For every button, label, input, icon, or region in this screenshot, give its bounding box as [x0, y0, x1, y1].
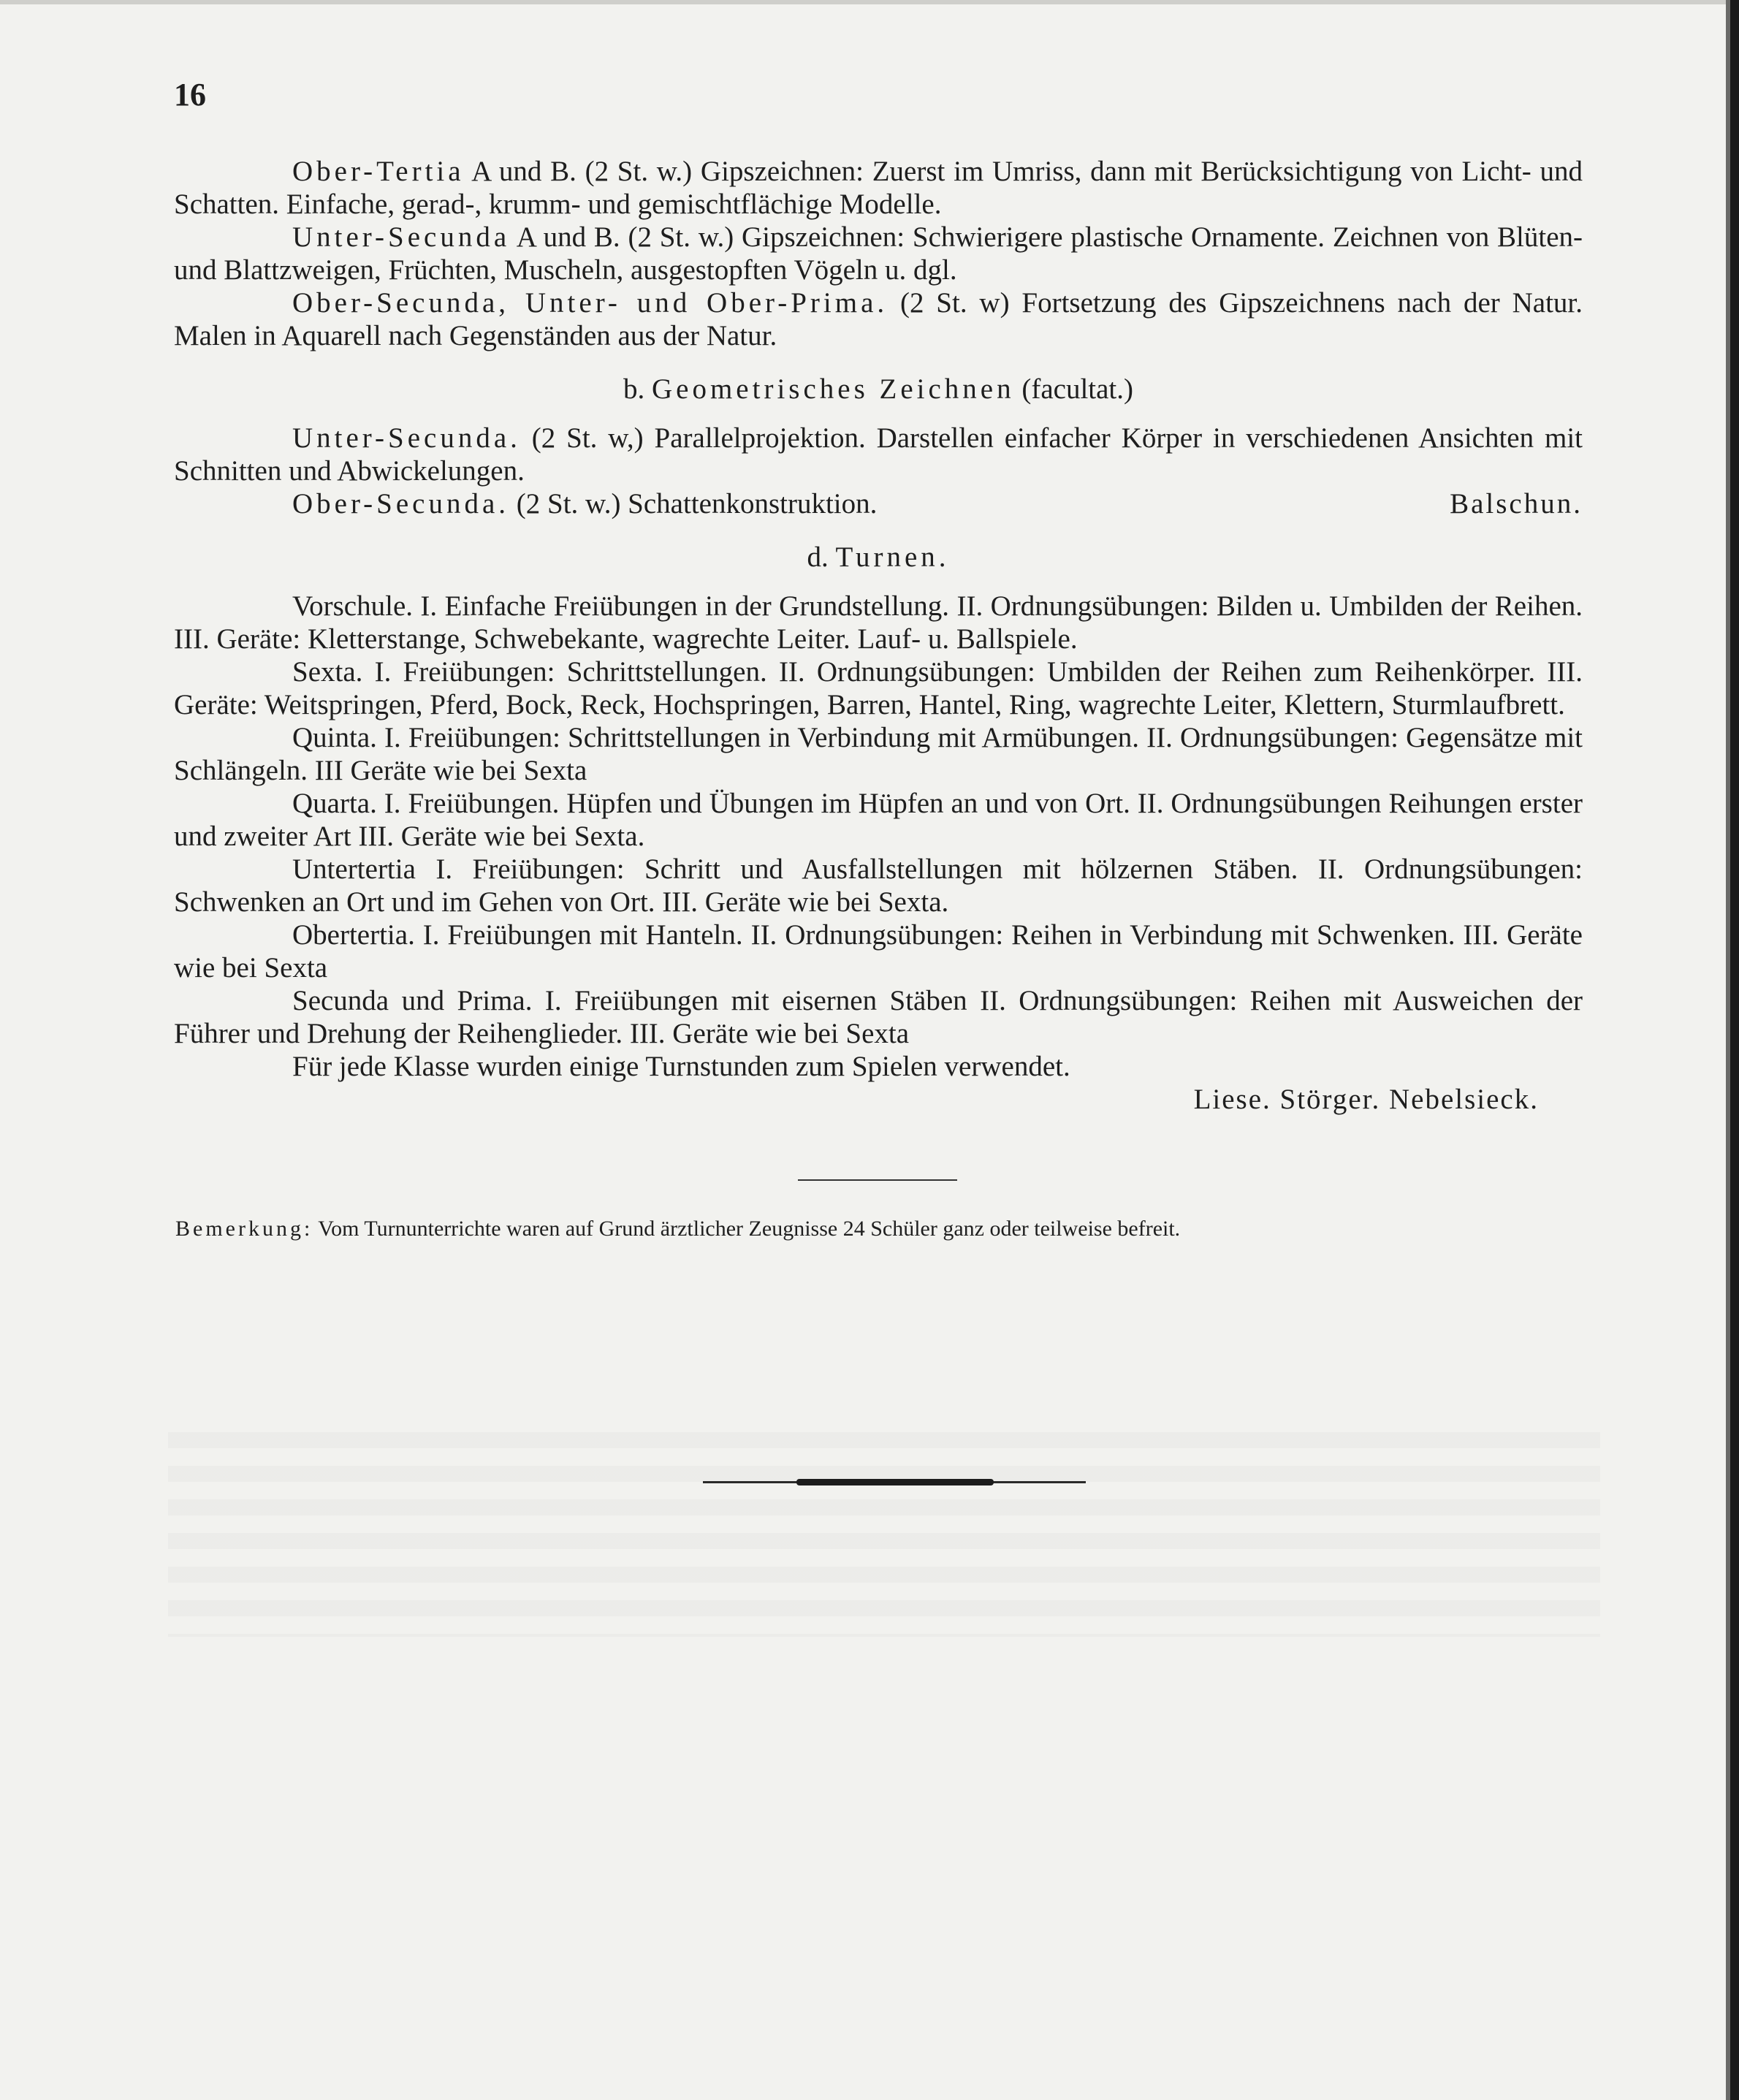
turnen-sexta: Sexta. I. Freiübungen: Schrittstellungen. II. Ordnungsübungen: Umbilden der Reihen zum Reihenkörper. III. Geräte: Weitspringen, Pferd, Bock, Reck, Hochspringen, Barren, Hantel, Ring, wagrechte Leiter, Klettern, Sturmlaufbrett.	[174, 656, 1583, 720]
turnen-quinta: Quinta. I. Freiübungen: Schrittstellungen in Verbindung mit Armübungen. II. Ordnungsübungen: Gegensätze mit Schlängeln. III Geräte wie bei Sexta	[174, 722, 1583, 786]
footnote-label: Bemerkung:	[175, 1217, 313, 1241]
end-rule-thick	[796, 1479, 994, 1485]
geometrisch-unter-secunda: Unter-Secunda. (2 St. w,) Parallelprojektion. Darstellen einfacher Körper in verschiedenen Ansichten mit Schnitten und Abwickelungen.	[174, 422, 1583, 487]
page-number: 16	[174, 77, 206, 113]
main-text	[174, 155, 1583, 1116]
footnote-text: Vom Turnunterrichte waren auf Grund ärztlicher Zeugnisse 24 Schüler ganz oder teilweise befreit.	[313, 1217, 1181, 1241]
geometrisch-ober-secunda: Ober-Secunda. (2 St. w.) Schattenkonstruktion. Balschun.	[292, 488, 1583, 520]
turnen-untertertia: Untertertia I. Freiübungen: Schritt und Ausfallstellungen mit hölzernen Stäben. II. Ordnungsübungen: Schwenken an Ort und im Gehen von Ort. III. Geräte wie bei Sexta.	[174, 853, 1583, 918]
short-rule	[798, 1179, 957, 1181]
teacher-name: Balschun.	[1450, 488, 1583, 520]
zeichnen-ober-secunda-prima: Ober-Secunda, Unter- und Ober-Prima. (2 St. w) Fortsetzung des Gipszeichnens nach der Natur. Malen in Aquarell nach Gegenständen aus der Natur.	[174, 287, 1583, 351]
section-heading-geometrisch: b. Geometrisches Zeichnen (facultat.)	[623, 373, 1133, 405]
bleed-through-text	[168, 1432, 1600, 1637]
page-top-edge	[0, 0, 1739, 4]
signature-line: Liese. Störger. Nebelsieck.	[1193, 1084, 1539, 1115]
zeichnen-unter-secunda: Unter-Secunda A und B. (2 St. w.) Gipszeichnen: Schwierigere plastische Ornamente. Zeichnen von Blüten- und Blattzweigen, Früchten, Muscheln, ausgestopften Vögeln u. dgl.	[174, 221, 1583, 286]
turnen-secunda-prima: Secunda und Prima. I. Freiübungen mit eisernen Stäben II. Ordnungsübungen: Reihen mit Ausweichen der Führer und Drehung der Reihenglieder. III. Geräte wie bei Sexta	[174, 985, 1583, 1049]
turnen-quarta: Quarta. I. Freiübungen. Hüpfen und Übungen im Hüpfen an und von Ort. II. Ordnungsübungen Reihungen erster und zweiter Art III. Geräte wie bei Sexta.	[174, 788, 1583, 852]
turnen-obertertia: Obertertia. I. Freiübungen mit Hanteln. II. Ordnungsübungen: Reihen in Verbindung mit Schwenken. III. Geräte wie bei Sexta	[174, 919, 1583, 984]
page-right-edge	[1730, 0, 1739, 2100]
turnen-spielen: Für jede Klasse wurden einige Turnstunden zum Spielen verwendet.	[292, 1051, 1070, 1082]
footnote	[175, 1216, 1584, 1242]
turnen-vorschule: Vorschule. I. Einfache Freiübungen in der Grundstellung. II. Ordnungsübungen: Bilden u. Umbilden der Reihen. III. Geräte: Kletterstange, Schwebekante, wagrechte Leiter. Lauf- u. Ballspiele.	[174, 590, 1583, 655]
section-heading-turnen: d. Turnen.	[807, 541, 950, 573]
zeichnen-ober-tertia: Ober-Tertia A und B. (2 St. w.) Gipszeichnen: Zuerst im Umriss, dann mit Berücksichtigung von Licht- und Schatten. Einfache, gerad-, krumm- und gemischtflächige Modelle.	[174, 156, 1583, 220]
end-ornament-rule	[703, 1480, 1086, 1485]
